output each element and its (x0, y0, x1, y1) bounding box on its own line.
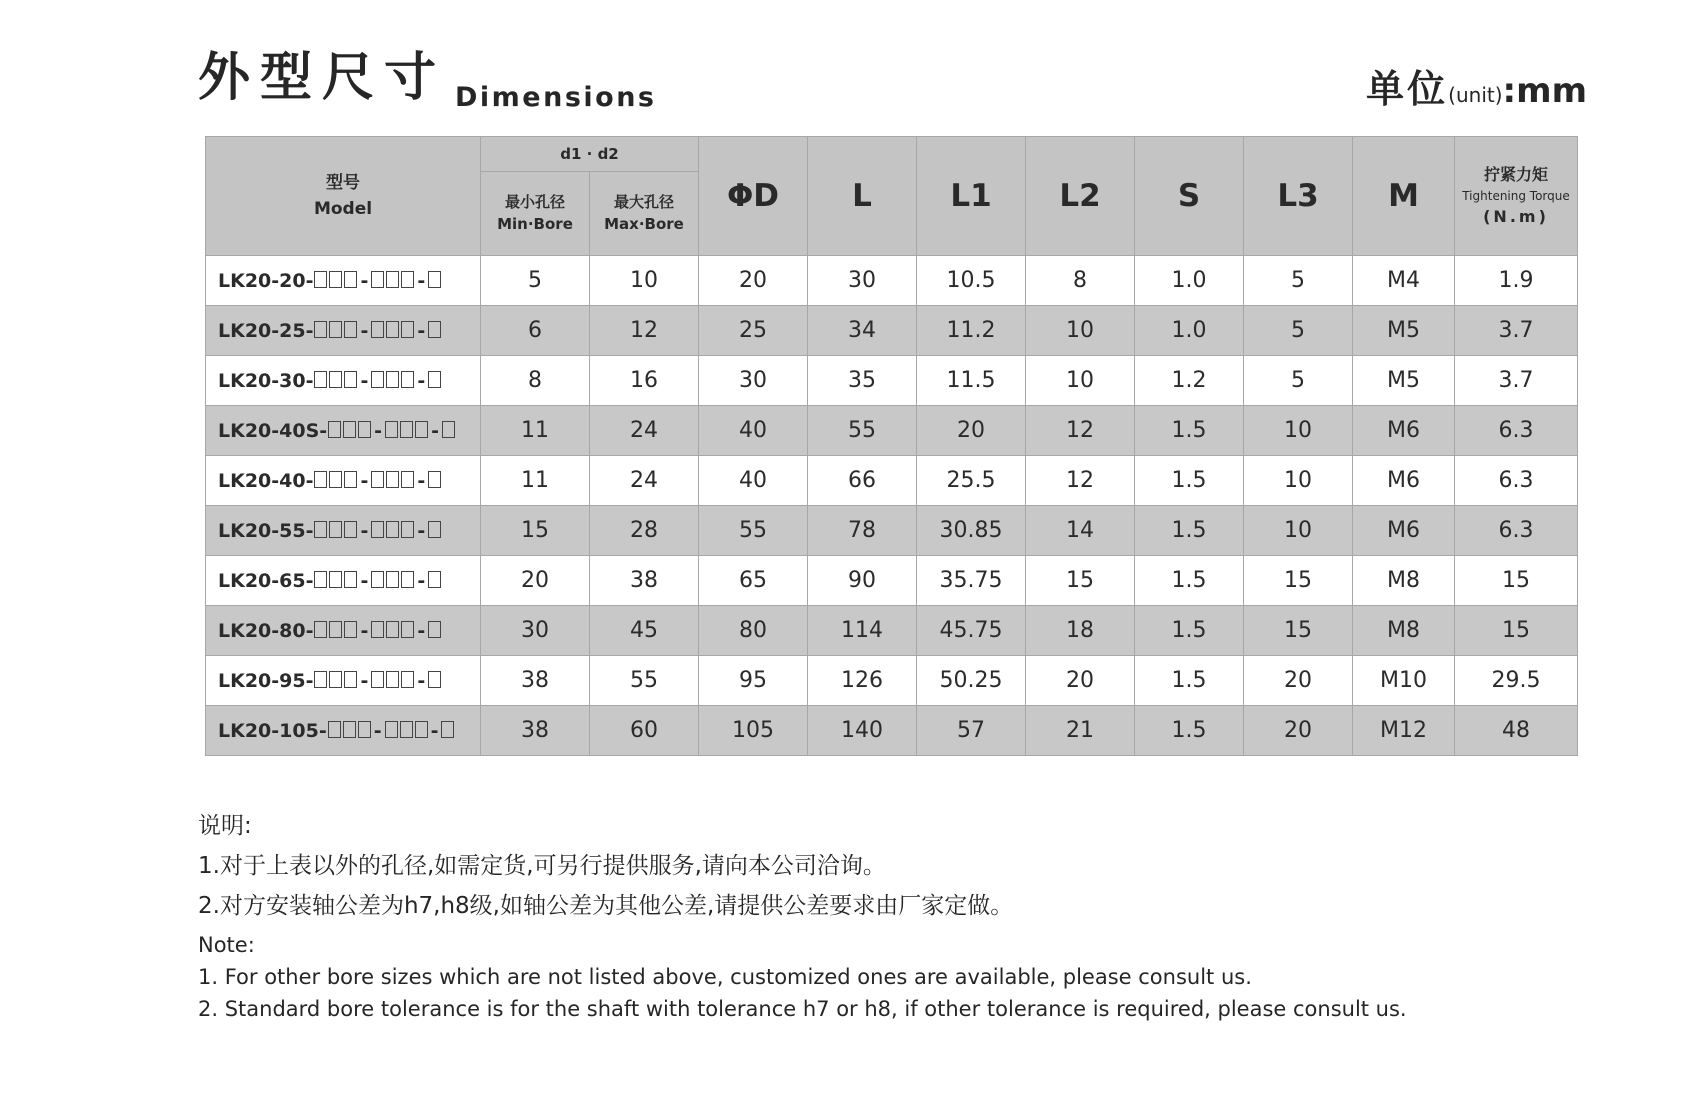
placeholder-box-icon (329, 621, 342, 638)
placeholder-box-icon (401, 371, 414, 388)
placeholder-box-icon (328, 421, 341, 438)
notes-label-zh: 说明: (198, 813, 252, 839)
cell-m: M6 (1353, 456, 1455, 506)
model-separator: - (417, 569, 426, 592)
cell-l1: 10.5 (917, 256, 1026, 306)
cell-torque: 48 (1455, 706, 1578, 756)
table-row (206, 606, 1578, 656)
header-model-en: Model (313, 199, 373, 219)
cell-model (206, 556, 481, 606)
cell-min: 8 (481, 356, 590, 406)
cell-torque: 3.7 (1455, 306, 1578, 356)
cell-min: 5 (481, 256, 590, 306)
model-code: LK20-40S- (218, 419, 328, 442)
cell-torque: 3.7 (1455, 356, 1578, 406)
cell-max: 12 (590, 306, 699, 356)
cell-model (206, 656, 481, 706)
cell-l: 140 (808, 706, 917, 756)
cell-d: 95 (699, 656, 808, 706)
cell-max: 55 (590, 656, 699, 706)
cell-l2: 12 (1026, 456, 1135, 506)
cell-torque: 15 (1455, 556, 1578, 606)
placeholder-box-icon (428, 621, 441, 638)
header-torque-unit: (N.m) (1483, 207, 1549, 226)
cell-m: M6 (1353, 506, 1455, 556)
cell-l2: 20 (1026, 656, 1135, 706)
cell-d: 55 (699, 506, 808, 556)
cell-d: 80 (699, 606, 808, 656)
placeholder-box-icon (385, 421, 398, 438)
model-separator: - (374, 419, 383, 442)
cell-min: 15 (481, 506, 590, 556)
header-model-zh: 型号 (326, 172, 360, 193)
cell-s: 1.2 (1135, 356, 1244, 406)
model-separator: - (417, 519, 426, 542)
cell-model (206, 506, 481, 556)
cell-max: 38 (590, 556, 699, 606)
cell-l: 55 (808, 406, 917, 456)
cell-m: M8 (1353, 556, 1455, 606)
cell-model (206, 306, 481, 356)
cell-l2: 8 (1026, 256, 1135, 306)
placeholder-box-icon (371, 321, 384, 338)
cell-model (206, 356, 481, 406)
header-max-bore-en: Max·Bore (604, 214, 684, 233)
model-code: LK20-20- (218, 269, 314, 292)
header-model (206, 137, 481, 256)
cell-min: 38 (481, 706, 590, 756)
model-code: LK20-40- (218, 469, 314, 492)
model-code: LK20-95- (218, 669, 314, 692)
placeholder-box-icon (314, 321, 327, 338)
cell-l1: 30.85 (917, 506, 1026, 556)
table-row (206, 306, 1578, 356)
model-separator: - (360, 469, 369, 492)
placeholder-box-icon (314, 571, 327, 588)
cell-s: 1.5 (1135, 706, 1244, 756)
note-zh-1: 1.对于上表以外的孔径,如需定货,可另行提供服务,请向本公司洽询。 (198, 853, 886, 879)
unit-label-zh: 单位 (1366, 67, 1449, 111)
placeholder-box-icon (314, 671, 327, 688)
cell-l1: 25.5 (917, 456, 1026, 506)
page-title-en: Dimensions (455, 82, 657, 113)
table-row (206, 256, 1578, 306)
placeholder-box-icon (343, 421, 356, 438)
page-title-zh: 外型尺寸 (198, 48, 447, 108)
table-header (206, 137, 1578, 256)
cell-l3: 5 (1244, 356, 1353, 406)
model-separator: - (360, 669, 369, 692)
header-l3: L3 (1244, 137, 1353, 256)
cell-model (206, 606, 481, 656)
note-en-2: 2. Standard bore tolerance is for the shaft with tolerance h7 or h8, if other tolerance is required, please consult us. (198, 997, 1407, 1021)
table-row (206, 356, 1578, 406)
placeholder-box-icon (401, 321, 414, 338)
placeholder-box-icon (401, 521, 414, 538)
cell-l3: 10 (1244, 406, 1353, 456)
cell-s: 1.5 (1135, 506, 1244, 556)
cell-d: 40 (699, 406, 808, 456)
header-bore-group: d1 · d2 (481, 137, 699, 172)
cell-s: 1.5 (1135, 456, 1244, 506)
placeholder-box-icon (314, 621, 327, 638)
model-separator: - (417, 319, 426, 342)
header-l2: L2 (1026, 137, 1135, 256)
model-code: LK20-30- (218, 369, 314, 392)
cell-l2: 15 (1026, 556, 1135, 606)
header-torque (1455, 137, 1578, 256)
placeholder-box-icon (371, 621, 384, 638)
placeholder-box-icon (329, 371, 342, 388)
cell-s: 1.0 (1135, 256, 1244, 306)
header-s: S (1135, 137, 1244, 256)
table-body (206, 256, 1578, 756)
placeholder-box-icon (428, 271, 441, 288)
placeholder-box-icon (314, 521, 327, 538)
placeholder-box-icon (428, 371, 441, 388)
cell-l: 126 (808, 656, 917, 706)
model-separator: - (417, 269, 426, 292)
placeholder-box-icon (344, 571, 357, 588)
cell-s: 1.5 (1135, 606, 1244, 656)
placeholder-box-icon (329, 321, 342, 338)
header-max-bore-zh: 最大孔径 (613, 192, 674, 211)
dimensions-table (205, 136, 1578, 756)
placeholder-box-icon (441, 721, 454, 738)
cell-l1: 57 (917, 706, 1026, 756)
cell-m: M6 (1353, 406, 1455, 456)
header-torque-zh: 拧紧力矩 (1483, 165, 1548, 184)
model-code: LK20-65- (218, 569, 314, 592)
unit-label-en: (unit) (1448, 83, 1503, 107)
cell-l: 30 (808, 256, 917, 306)
model-separator: - (360, 519, 369, 542)
cell-l3: 10 (1244, 456, 1353, 506)
cell-d: 25 (699, 306, 808, 356)
model-separator: - (417, 619, 426, 642)
model-code: LK20-25- (218, 319, 314, 342)
cell-m: M4 (1353, 256, 1455, 306)
cell-l: 66 (808, 456, 917, 506)
placeholder-box-icon (386, 321, 399, 338)
model-separator: - (431, 419, 439, 442)
notes-section (198, 815, 1407, 1031)
cell-min: 11 (481, 456, 590, 506)
placeholder-box-icon (371, 571, 384, 588)
placeholder-box-icon (314, 371, 327, 388)
cell-s: 1.5 (1135, 656, 1244, 706)
model-code: LK20-80- (218, 619, 314, 642)
placeholder-box-icon (401, 271, 414, 288)
placeholder-box-icon (386, 521, 399, 538)
placeholder-box-icon (358, 421, 371, 438)
placeholder-box-icon (344, 471, 357, 488)
placeholder-box-icon (329, 671, 342, 688)
model-separator: - (417, 669, 426, 692)
placeholder-box-icon (344, 371, 357, 388)
cell-l2: 12 (1026, 406, 1135, 456)
placeholder-box-icon (329, 521, 342, 538)
placeholder-box-icon (344, 521, 357, 538)
placeholder-box-icon (386, 671, 399, 688)
placeholder-box-icon (428, 571, 441, 588)
model-code: LK20-55- (218, 519, 314, 542)
placeholder-box-icon (386, 621, 399, 638)
placeholder-box-icon (344, 671, 357, 688)
unit-label (1366, 67, 1587, 111)
model-separator: - (417, 469, 426, 492)
placeholder-box-icon (401, 671, 414, 688)
cell-d: 20 (699, 256, 808, 306)
cell-model (206, 256, 481, 306)
cell-max: 24 (590, 406, 699, 456)
table-row (206, 556, 1578, 606)
cell-l2: 21 (1026, 706, 1135, 756)
cell-model (206, 406, 481, 456)
header-torque-en: Tightening Torque (1462, 189, 1570, 203)
placeholder-box-icon (415, 421, 428, 438)
cell-min: 38 (481, 656, 590, 706)
placeholder-box-icon (400, 721, 413, 738)
cell-max: 45 (590, 606, 699, 656)
table-row (206, 456, 1578, 506)
header-max-bore (590, 172, 699, 256)
placeholder-box-icon (329, 471, 342, 488)
cell-l1: 35.75 (917, 556, 1026, 606)
cell-l: 90 (808, 556, 917, 606)
cell-model (206, 456, 481, 506)
cell-l3: 20 (1244, 656, 1353, 706)
placeholder-box-icon (386, 371, 399, 388)
placeholder-box-icon (401, 571, 414, 588)
placeholder-box-icon (442, 421, 455, 438)
cell-l1: 11.2 (917, 306, 1026, 356)
cell-l3: 15 (1244, 556, 1353, 606)
model-separator: - (360, 319, 369, 342)
cell-l1: 11.5 (917, 356, 1026, 406)
cell-l: 34 (808, 306, 917, 356)
cell-l3: 15 (1244, 606, 1353, 656)
placeholder-box-icon (371, 271, 384, 288)
cell-min: 6 (481, 306, 590, 356)
cell-m: M10 (1353, 656, 1455, 706)
cell-torque: 6.3 (1455, 406, 1578, 456)
placeholder-box-icon (428, 521, 441, 538)
header-d: ΦD (699, 137, 808, 256)
cell-max: 60 (590, 706, 699, 756)
cell-torque: 1.9 (1455, 256, 1578, 306)
placeholder-box-icon (428, 471, 441, 488)
placeholder-box-icon (428, 321, 441, 338)
placeholder-box-icon (401, 621, 414, 638)
placeholder-box-icon (400, 421, 413, 438)
placeholder-box-icon (314, 471, 327, 488)
notes-label-en: Note: (198, 933, 255, 957)
cell-max: 24 (590, 456, 699, 506)
cell-max: 16 (590, 356, 699, 406)
placeholder-box-icon (386, 571, 399, 588)
model-code: LK20-105- (218, 719, 327, 742)
cell-d: 40 (699, 456, 808, 506)
table-row (206, 656, 1578, 706)
cell-l1: 20 (917, 406, 1026, 456)
cell-m: M8 (1353, 606, 1455, 656)
cell-m: M5 (1353, 356, 1455, 406)
header-l: L (808, 137, 917, 256)
model-separator: - (417, 369, 426, 392)
placeholder-box-icon (344, 621, 357, 638)
model-separator: - (430, 719, 439, 742)
cell-l3: 5 (1244, 306, 1353, 356)
cell-d: 30 (699, 356, 808, 406)
placeholder-box-icon (371, 521, 384, 538)
cell-torque: 6.3 (1455, 506, 1578, 556)
cell-s: 1.5 (1135, 556, 1244, 606)
cell-l: 35 (808, 356, 917, 406)
placeholder-box-icon (314, 271, 327, 288)
cell-min: 11 (481, 406, 590, 456)
cell-l: 78 (808, 506, 917, 556)
cell-max: 28 (590, 506, 699, 556)
header-min-bore-zh: 最小孔径 (504, 192, 565, 211)
cell-l3: 5 (1244, 256, 1353, 306)
cell-d: 105 (699, 706, 808, 756)
note-en-1: 1. For other bore sizes which are not listed above, customized ones are available, please consult us. (198, 965, 1252, 989)
table-row (206, 506, 1578, 556)
cell-s: 1.5 (1135, 406, 1244, 456)
unit-value: mm (1516, 71, 1587, 111)
placeholder-box-icon (329, 571, 342, 588)
header-m: M (1353, 137, 1455, 256)
placeholder-box-icon (385, 721, 398, 738)
placeholder-box-icon (371, 371, 384, 388)
cell-l1: 50.25 (917, 656, 1026, 706)
cell-l2: 18 (1026, 606, 1135, 656)
placeholder-box-icon (371, 671, 384, 688)
cell-m: M5 (1353, 306, 1455, 356)
placeholder-box-icon (358, 721, 371, 738)
cell-torque: 15 (1455, 606, 1578, 656)
cell-l2: 14 (1026, 506, 1135, 556)
placeholder-box-icon (328, 721, 341, 738)
cell-torque: 6.3 (1455, 456, 1578, 506)
model-separator: - (360, 619, 369, 642)
cell-m: M12 (1353, 706, 1455, 756)
note-zh-2: 2.对方安装轴公差为h7,h8级,如轴公差为其他公差,请提供公差要求由厂家定做。 (198, 893, 1014, 919)
cell-d: 65 (699, 556, 808, 606)
placeholder-box-icon (344, 321, 357, 338)
cell-l2: 10 (1026, 306, 1135, 356)
model-separator: - (373, 719, 382, 742)
table-row (206, 706, 1578, 756)
model-separator: - (360, 569, 369, 592)
cell-l3: 20 (1244, 706, 1353, 756)
unit-colon: : (1502, 71, 1517, 111)
cell-l: 114 (808, 606, 917, 656)
header-min-bore-en: Min·Bore (497, 214, 573, 233)
placeholder-box-icon (343, 721, 356, 738)
cell-l1: 45.75 (917, 606, 1026, 656)
placeholder-box-icon (428, 671, 441, 688)
table-row (206, 406, 1578, 456)
model-separator: - (360, 369, 369, 392)
cell-s: 1.0 (1135, 306, 1244, 356)
header-l1: L1 (917, 137, 1026, 256)
header-min-bore (481, 172, 590, 256)
placeholder-box-icon (344, 271, 357, 288)
placeholder-box-icon (386, 271, 399, 288)
cell-min: 30 (481, 606, 590, 656)
cell-torque: 29.5 (1455, 656, 1578, 706)
placeholder-box-icon (329, 271, 342, 288)
placeholder-box-icon (371, 471, 384, 488)
cell-l2: 10 (1026, 356, 1135, 406)
placeholder-box-icon (401, 471, 414, 488)
placeholder-box-icon (415, 721, 428, 738)
cell-min: 20 (481, 556, 590, 606)
placeholder-box-icon (386, 471, 399, 488)
cell-max: 10 (590, 256, 699, 306)
cell-l3: 10 (1244, 506, 1353, 556)
model-separator: - (360, 269, 369, 292)
cell-model (206, 706, 481, 756)
